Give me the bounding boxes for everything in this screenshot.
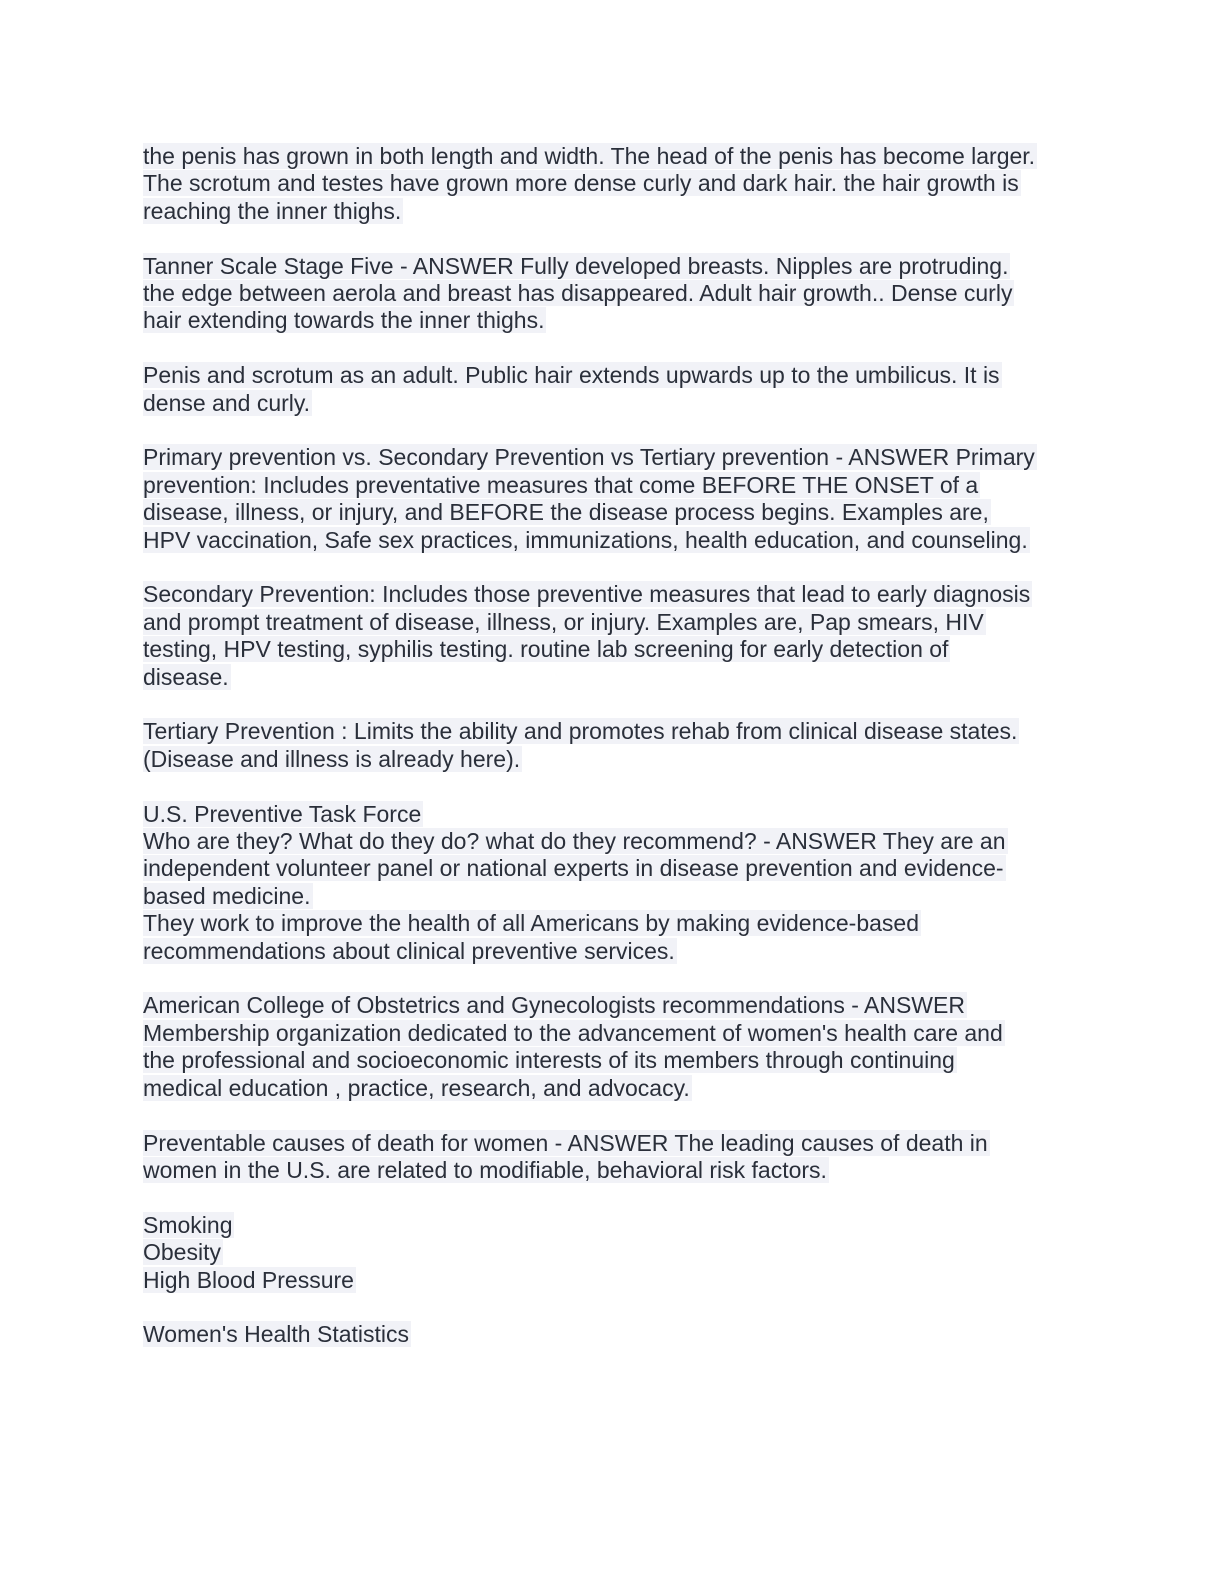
text-line: Secondary Prevention: Includes those preventive measures that lead to early diagnosis	[143, 581, 1031, 608]
text-line: Tanner Scale Stage Five - ANSWER Fully developed breasts. Nipples are protruding.	[143, 252, 1009, 279]
text-line: independent volunteer panel or national experts in disease prevention and evidence-	[143, 855, 1004, 882]
text-line: the professional and socioeconomic interests of its members through continuing	[143, 1047, 955, 1074]
paragraph-primary-prevention	[143, 444, 1093, 554]
paragraph-preventable-causes	[143, 1130, 1093, 1185]
paragraph-womens-health-statistics	[143, 1321, 1093, 1348]
text-line: women in the U.S. are related to modifiable, behavioral risk factors.	[143, 1156, 827, 1183]
text-line: prevention: Includes preventative measures that come BEFORE THE ONSET of a	[143, 471, 979, 498]
text-line: Membership organization dedicated to the advancement of women's health care and	[143, 1019, 1003, 1046]
list-item: Smoking	[143, 1211, 233, 1238]
text-line: disease, illness, or injury, and BEFORE the disease process begins. Examples are,	[143, 499, 989, 526]
paragraph-task-force	[143, 801, 1093, 965]
text-line: Tertiary Prevention : Limits the ability and promotes rehab from clinical disease states.	[143, 718, 1018, 745]
text-line: the penis has grown in both length and width. The head of the penis has become larger.	[143, 143, 1036, 169]
text-line: disease.	[143, 663, 229, 690]
text-line: and prompt treatment of disease, illness, or injury. Examples are, Pap smears, HIV	[143, 608, 984, 635]
list-item: High Blood Pressure	[143, 1266, 354, 1293]
text-line: Who are they? What do they do? what do they recommend? - ANSWER They are an	[143, 828, 1006, 855]
paragraph-secondary-prevention	[143, 581, 1093, 691]
text-line: (Disease and illness is already here).	[143, 745, 521, 772]
text-line: hair extending towards the inner thighs.	[143, 307, 545, 334]
paragraph-acog	[143, 992, 1093, 1102]
text-line: American College of Obstetrics and Gynecologists recommendations - ANSWER	[143, 992, 965, 1019]
list-item: Obesity	[143, 1239, 221, 1266]
text-line: The scrotum and testes have grown more dense curly and dark hair. the hair growth is	[143, 170, 1019, 197]
text-line: Penis and scrotum as an adult. Public hair extends upwards up to the umbilicus. It is	[143, 362, 1000, 389]
text-line: Preventable causes of death for women - ANSWER The leading causes of death in	[143, 1129, 988, 1156]
text-line: Women's Health Statistics	[143, 1321, 410, 1348]
text-line: the edge between aerola and breast has disappeared. Adult hair growth.. Dense curly	[143, 280, 1013, 307]
paragraph-risk-factors-list	[143, 1212, 1093, 1294]
text-line: reaching the inner thighs.	[143, 197, 402, 224]
text-line: based medicine.	[143, 882, 311, 909]
text-line: dense and curly.	[143, 389, 311, 416]
text-line: Primary prevention vs. Secondary Prevention vs Tertiary prevention - ANSWER Primary	[143, 444, 1035, 471]
document-page	[143, 143, 1093, 1376]
text-line: medical education , practice, research, and advocacy.	[143, 1074, 690, 1101]
text-line: recommendations about clinical preventive services.	[143, 937, 675, 964]
paragraph-tanner-stage-five	[143, 253, 1093, 335]
text-line: They work to improve the health of all Americans by making evidence-based	[143, 910, 920, 937]
paragraph-tanner-stage-five-male	[143, 362, 1093, 417]
text-line: testing, HPV testing, syphilis testing. routine lab screening for early detection of	[143, 636, 949, 663]
text-line: U.S. Preventive Task Force	[143, 800, 422, 827]
paragraph-tanner-stage-four-male	[143, 143, 1093, 225]
paragraph-tertiary-prevention	[143, 718, 1093, 773]
text-line: HPV vaccination, Safe sex practices, immunizations, health education, and counseling.	[143, 526, 1028, 553]
